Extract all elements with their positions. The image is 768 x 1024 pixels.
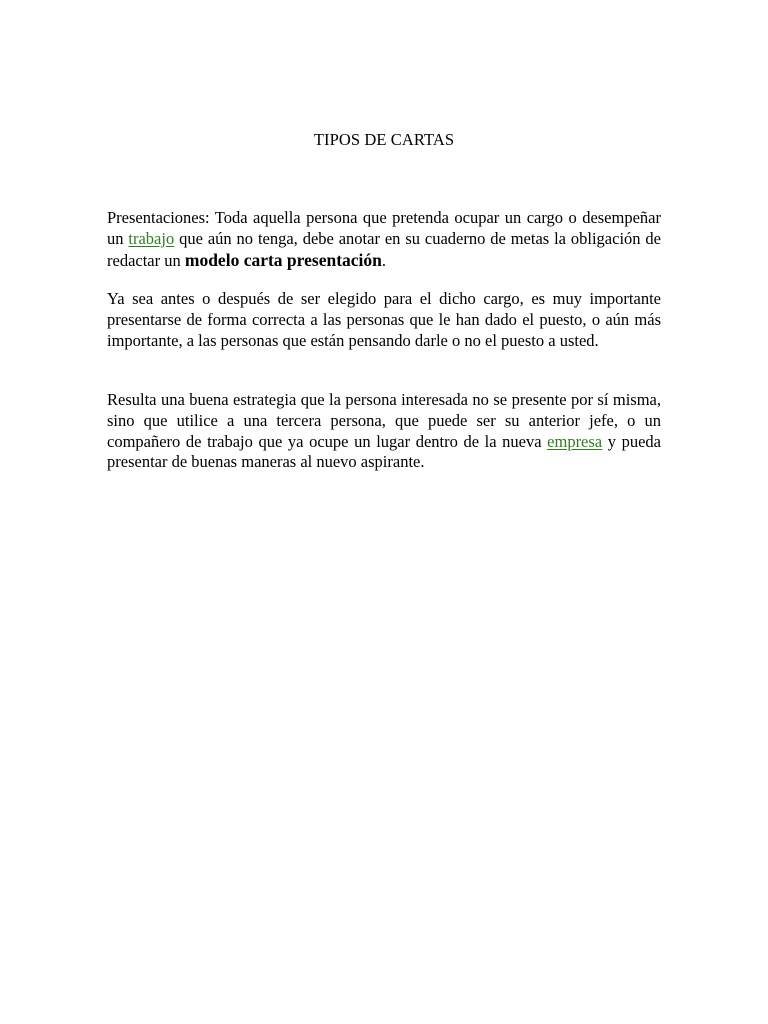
paragraph-estrategia xyxy=(107,390,661,473)
link-empresa[interactable]: empresa xyxy=(547,431,603,451)
document-title: TIPOS DE CARTAS xyxy=(313,130,455,149)
paragraph-antes-despues: Ya sea antes o después de ser elegido para el dicho cargo, es muy importante presentarse de forma correcta a las personas que le han dado el puesto, o aún más importante, a las personas que están pensando darle o no el puesto a usted. xyxy=(107,289,661,350)
paragraph-presentaciones xyxy=(107,208,661,271)
paragraph-text: Presentaciones: Toda aquella persona que pretenda ocupar un cargo o desempeñar un xyxy=(107,208,661,248)
paragraph-text: . xyxy=(381,250,387,270)
paragraph-text: que aún no tenga, debe anotar en su cuaderno de metas la obligación de redactar un xyxy=(107,228,662,270)
paragraph-text: y pueda presentar de buenas maneras al nuevo aspirante. xyxy=(107,431,661,472)
bold-phrase-modelo-carta: modelo carta presentación xyxy=(184,249,382,270)
link-trabajo[interactable]: trabajo xyxy=(128,228,175,248)
paragraph-text: Resulta una buena estrategia que la persona interesada no se presente por sí misma, sino que utilice a una tercera persona, que puede ser su anterior jefe, o un compañero de trabajo que ya ocupe un lugar dentro de la nueva xyxy=(107,390,661,451)
